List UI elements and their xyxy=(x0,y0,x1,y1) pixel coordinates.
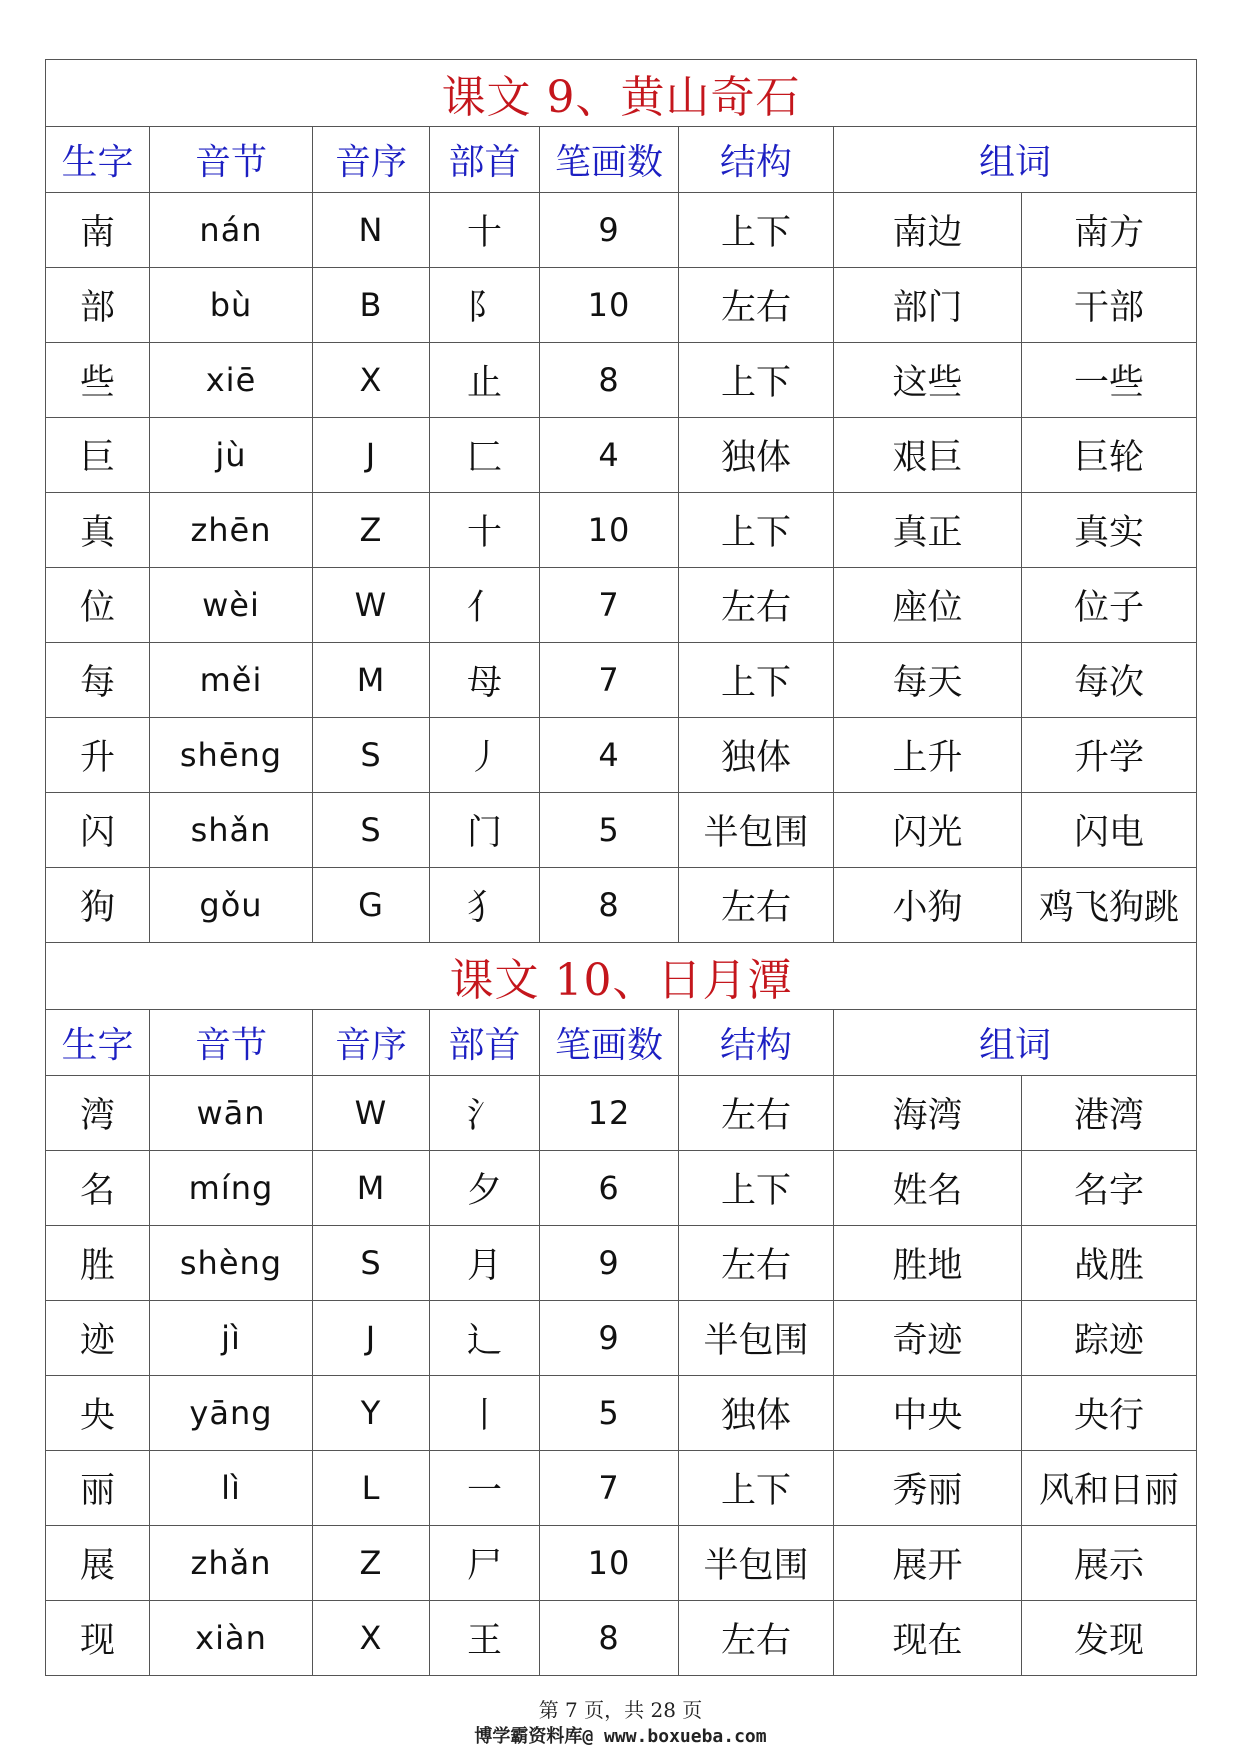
cell-strokes: 5 xyxy=(540,793,679,868)
table-row xyxy=(46,568,1197,643)
cell-order: W xyxy=(313,1076,430,1151)
column-header-structure: 结构 xyxy=(679,1010,834,1076)
cell-word1: 胜地 xyxy=(834,1226,1022,1301)
cell-word1: 上升 xyxy=(834,718,1022,793)
cell-word2: 每次 xyxy=(1022,643,1197,718)
cell-word1: 小狗 xyxy=(834,868,1022,943)
cell-radical: 亻 xyxy=(430,568,540,643)
cell-radical: 辶 xyxy=(430,1301,540,1376)
lesson-title-row xyxy=(46,60,1197,127)
cell-structure: 上下 xyxy=(679,343,834,418)
cell-char: 升 xyxy=(46,718,150,793)
cell-strokes: 9 xyxy=(540,1301,679,1376)
cell-order: X xyxy=(313,1601,430,1676)
cell-order: J xyxy=(313,418,430,493)
column-header-radical: 部首 xyxy=(430,1010,540,1076)
cell-word2: 位子 xyxy=(1022,568,1197,643)
cell-order: S xyxy=(313,793,430,868)
cell-structure: 独体 xyxy=(679,1376,834,1451)
cell-char: 迹 xyxy=(46,1301,150,1376)
cell-strokes: 8 xyxy=(540,868,679,943)
cell-pinyin: gǒu xyxy=(150,868,313,943)
cell-radical: 一 xyxy=(430,1451,540,1526)
cell-structure: 左右 xyxy=(679,268,834,343)
cell-order: S xyxy=(313,718,430,793)
cell-word2: 发现 xyxy=(1022,1601,1197,1676)
cell-word1: 展开 xyxy=(834,1526,1022,1601)
cell-word1: 艰巨 xyxy=(834,418,1022,493)
table-row xyxy=(46,1376,1197,1451)
column-header-order: 音序 xyxy=(313,1010,430,1076)
cell-word1: 中央 xyxy=(834,1376,1022,1451)
cell-char: 胜 xyxy=(46,1226,150,1301)
cell-strokes: 7 xyxy=(540,643,679,718)
cell-order: M xyxy=(313,643,430,718)
column-header-words: 组词 xyxy=(834,127,1197,193)
cell-order: J xyxy=(313,1301,430,1376)
cell-pinyin: jù xyxy=(150,418,313,493)
cell-word2: 踪迹 xyxy=(1022,1301,1197,1376)
cell-pinyin: yāng xyxy=(150,1376,313,1451)
column-header-pinyin: 音节 xyxy=(150,127,313,193)
cell-char: 湾 xyxy=(46,1076,150,1151)
cell-structure: 独体 xyxy=(679,718,834,793)
cell-word2: 升学 xyxy=(1022,718,1197,793)
cell-word1: 每天 xyxy=(834,643,1022,718)
cell-pinyin: shēng xyxy=(150,718,313,793)
cell-structure: 半包围 xyxy=(679,793,834,868)
cell-char: 闪 xyxy=(46,793,150,868)
cell-strokes: 6 xyxy=(540,1151,679,1226)
column-header-structure: 结构 xyxy=(679,127,834,193)
table-body xyxy=(46,60,1197,1676)
page-number: 第 7 页，共 28 页 xyxy=(538,1698,703,1722)
table-row xyxy=(46,1601,1197,1676)
cell-structure: 半包围 xyxy=(679,1526,834,1601)
lesson-title-row xyxy=(46,943,1197,1010)
column-header-pinyin: 音节 xyxy=(150,1010,313,1076)
cell-structure: 左右 xyxy=(679,1601,834,1676)
cell-char: 展 xyxy=(46,1526,150,1601)
cell-structure: 上下 xyxy=(679,493,834,568)
cell-strokes: 8 xyxy=(540,1601,679,1676)
table-row xyxy=(46,1301,1197,1376)
cell-word1: 闪光 xyxy=(834,793,1022,868)
cell-word1: 秀丽 xyxy=(834,1451,1022,1526)
cell-char: 位 xyxy=(46,568,150,643)
cell-order: L xyxy=(313,1451,430,1526)
cell-pinyin: míng xyxy=(150,1151,313,1226)
column-header-radical: 部首 xyxy=(430,127,540,193)
cell-pinyin: bù xyxy=(150,268,313,343)
cell-pinyin: zhǎn xyxy=(150,1526,313,1601)
cell-radical: 止 xyxy=(430,343,540,418)
cell-structure: 左右 xyxy=(679,868,834,943)
cell-radical: 十 xyxy=(430,493,540,568)
cell-char: 丽 xyxy=(46,1451,150,1526)
cell-word1: 南边 xyxy=(834,193,1022,268)
cell-structure: 独体 xyxy=(679,418,834,493)
cell-word2: 干部 xyxy=(1022,268,1197,343)
cell-radical: 犭 xyxy=(430,868,540,943)
cell-radical: 丨 xyxy=(430,1376,540,1451)
column-header-row xyxy=(46,1010,1197,1076)
cell-char: 现 xyxy=(46,1601,150,1676)
table-row xyxy=(46,718,1197,793)
column-header-row xyxy=(46,127,1197,193)
cell-word1: 这些 xyxy=(834,343,1022,418)
table-row xyxy=(46,1151,1197,1226)
cell-strokes: 10 xyxy=(540,268,679,343)
cell-word2: 一些 xyxy=(1022,343,1197,418)
cell-order: Y xyxy=(313,1376,430,1451)
table-row xyxy=(46,493,1197,568)
cell-radical: 王 xyxy=(430,1601,540,1676)
column-header-words: 组词 xyxy=(834,1010,1197,1076)
cell-word2: 巨轮 xyxy=(1022,418,1197,493)
cell-radical: 夕 xyxy=(430,1151,540,1226)
cell-word1: 姓名 xyxy=(834,1151,1022,1226)
table-row xyxy=(46,793,1197,868)
cell-pinyin: xiàn xyxy=(150,1601,313,1676)
cell-structure: 左右 xyxy=(679,1226,834,1301)
table-row xyxy=(46,1451,1197,1526)
cell-char: 部 xyxy=(46,268,150,343)
table-row xyxy=(46,868,1197,943)
cell-word2: 真实 xyxy=(1022,493,1197,568)
cell-word1: 奇迹 xyxy=(834,1301,1022,1376)
cell-order: G xyxy=(313,868,430,943)
cell-char: 每 xyxy=(46,643,150,718)
table-row xyxy=(46,193,1197,268)
cell-structure: 上下 xyxy=(679,643,834,718)
cell-strokes: 12 xyxy=(540,1076,679,1151)
cell-strokes: 9 xyxy=(540,193,679,268)
column-header-strokes: 笔画数 xyxy=(540,1010,679,1076)
cell-pinyin: jì xyxy=(150,1301,313,1376)
cell-radical: 门 xyxy=(430,793,540,868)
site-credit: 博学霸资料库@ www.boxueba.com xyxy=(474,1726,767,1747)
cell-order: W xyxy=(313,568,430,643)
cell-pinyin: shèng xyxy=(150,1226,313,1301)
cell-strokes: 4 xyxy=(540,418,679,493)
cell-structure: 左右 xyxy=(679,568,834,643)
cell-order: Z xyxy=(313,493,430,568)
cell-word2: 港湾 xyxy=(1022,1076,1197,1151)
table-row xyxy=(46,418,1197,493)
cell-strokes: 10 xyxy=(540,493,679,568)
cell-pinyin: zhēn xyxy=(150,493,313,568)
cell-word2: 风和日丽 xyxy=(1022,1451,1197,1526)
cell-radical: 母 xyxy=(430,643,540,718)
cell-word2: 战胜 xyxy=(1022,1226,1197,1301)
lesson-title: 课文 10、日月潭 xyxy=(46,943,1197,1010)
cell-pinyin: měi xyxy=(150,643,313,718)
cell-strokes: 9 xyxy=(540,1226,679,1301)
cell-word2: 央行 xyxy=(1022,1376,1197,1451)
cell-pinyin: wèi xyxy=(150,568,313,643)
lesson-title: 课文 9、黄山奇石 xyxy=(46,60,1197,127)
cell-pinyin: lì xyxy=(150,1451,313,1526)
cell-pinyin: xiē xyxy=(150,343,313,418)
cell-structure: 半包围 xyxy=(679,1301,834,1376)
cell-order: N xyxy=(313,193,430,268)
cell-radical: 氵 xyxy=(430,1076,540,1151)
table-row xyxy=(46,1526,1197,1601)
cell-word1: 座位 xyxy=(834,568,1022,643)
cell-strokes: 7 xyxy=(540,568,679,643)
cell-radical: 月 xyxy=(430,1226,540,1301)
cell-word1: 现在 xyxy=(834,1601,1022,1676)
cell-radical: 匚 xyxy=(430,418,540,493)
cell-char: 些 xyxy=(46,343,150,418)
table-row xyxy=(46,268,1197,343)
table-row xyxy=(46,1076,1197,1151)
cell-strokes: 7 xyxy=(540,1451,679,1526)
cell-char: 南 xyxy=(46,193,150,268)
cell-structure: 左右 xyxy=(679,1076,834,1151)
column-header-char: 生字 xyxy=(46,1010,150,1076)
cell-word2: 闪电 xyxy=(1022,793,1197,868)
cell-radical: 十 xyxy=(430,193,540,268)
table-row xyxy=(46,343,1197,418)
cell-order: X xyxy=(313,343,430,418)
cell-radical: 尸 xyxy=(430,1526,540,1601)
cell-pinyin: nán xyxy=(150,193,313,268)
table-row xyxy=(46,643,1197,718)
cell-word2: 南方 xyxy=(1022,193,1197,268)
cell-order: M xyxy=(313,1151,430,1226)
cell-strokes: 4 xyxy=(540,718,679,793)
cell-pinyin: wān xyxy=(150,1076,313,1151)
vocabulary-table xyxy=(45,59,1197,1676)
table-row xyxy=(46,1226,1197,1301)
cell-radical: 丿 xyxy=(430,718,540,793)
cell-pinyin: shǎn xyxy=(150,793,313,868)
cell-char: 名 xyxy=(46,1151,150,1226)
cell-radical: 阝 xyxy=(430,268,540,343)
cell-structure: 上下 xyxy=(679,1151,834,1226)
cell-strokes: 10 xyxy=(540,1526,679,1601)
cell-word1: 真正 xyxy=(834,493,1022,568)
cell-order: Z xyxy=(313,1526,430,1601)
cell-char: 巨 xyxy=(46,418,150,493)
column-header-order: 音序 xyxy=(313,127,430,193)
cell-char: 央 xyxy=(46,1376,150,1451)
cell-word2: 展示 xyxy=(1022,1526,1197,1601)
cell-word2: 鸡飞狗跳 xyxy=(1022,868,1197,943)
cell-word1: 部门 xyxy=(834,268,1022,343)
cell-char: 狗 xyxy=(46,868,150,943)
cell-structure: 上下 xyxy=(679,1451,834,1526)
cell-order: S xyxy=(313,1226,430,1301)
cell-order: B xyxy=(313,268,430,343)
cell-word1: 海湾 xyxy=(834,1076,1022,1151)
column-header-char: 生字 xyxy=(46,127,150,193)
cell-strokes: 8 xyxy=(540,343,679,418)
cell-word2: 名字 xyxy=(1022,1151,1197,1226)
column-header-strokes: 笔画数 xyxy=(540,127,679,193)
cell-structure: 上下 xyxy=(679,193,834,268)
cell-strokes: 5 xyxy=(540,1376,679,1451)
cell-char: 真 xyxy=(46,493,150,568)
